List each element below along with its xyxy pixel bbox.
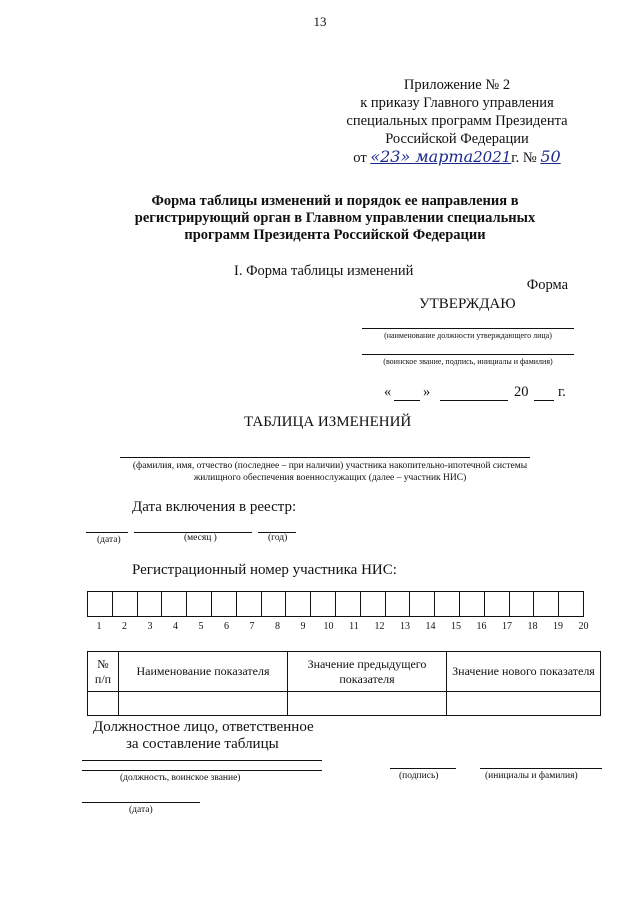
name-caption: (инициалы и фамилия)	[485, 771, 578, 781]
reg-cell	[459, 592, 484, 617]
reg-number: 3	[147, 621, 153, 632]
document-title	[100, 193, 570, 244]
changes-table	[87, 651, 601, 716]
col-new-header: Значение нового показателя	[447, 652, 601, 692]
reg-number: 15	[451, 621, 461, 632]
date-line	[82, 802, 200, 803]
table-cell	[88, 692, 119, 716]
responsible-line-top	[82, 760, 322, 761]
approver-position-line	[362, 328, 574, 329]
reg-cell	[211, 592, 236, 617]
reg-number: 12	[374, 621, 385, 632]
reg-number: 17	[502, 621, 512, 632]
appendix-line1: Приложение № 2	[403, 77, 511, 93]
handwritten-date: «23» марта	[370, 147, 474, 166]
participant-caption	[80, 460, 580, 484]
reg-number: 1	[96, 621, 102, 632]
table-cell	[119, 692, 288, 716]
title-line1: Форма таблицы изменений и порядок ее направления в	[151, 193, 519, 209]
signature-caption: (подпись)	[399, 771, 439, 781]
reg-cell	[137, 592, 162, 617]
appendix-line4: Российской Федерации	[385, 131, 529, 147]
registration-numbers	[87, 621, 597, 635]
reg-cell	[534, 592, 559, 617]
changes-table-header	[88, 652, 601, 692]
reg-number: 7	[249, 621, 255, 632]
handwritten-number: 50	[540, 147, 561, 166]
year-blank	[534, 400, 554, 401]
title-line2: регистрирующий орган в Главном управлении специальных	[134, 210, 536, 226]
registration-label: Регистрационный номер участника НИС:	[132, 562, 397, 578]
reg-cell	[410, 592, 435, 617]
year-suffix: г. №	[511, 150, 537, 166]
page-number: 13	[313, 14, 327, 29]
responsible-line2: за составление таблицы	[126, 736, 279, 752]
appendix-block	[330, 76, 584, 167]
handwritten-year: 2021	[473, 148, 512, 166]
inclusion-day-line	[86, 532, 128, 533]
approver-position-caption: (наименование должности утверждающего лица)	[384, 331, 552, 340]
inclusion-month-caption: (месяц )	[184, 533, 217, 543]
approver-signature-line	[362, 354, 574, 355]
approval-date	[384, 384, 574, 404]
reg-number: 14	[425, 621, 436, 632]
table-cell	[447, 692, 601, 716]
reg-cell	[286, 592, 311, 617]
reg-number: 16	[476, 621, 487, 632]
reg-number: 19	[553, 621, 563, 632]
appendix-line2: к приказу Главного управления	[360, 95, 554, 111]
participant-name-line	[120, 457, 530, 458]
reg-number: 18	[527, 621, 538, 632]
date-open-quote: «	[384, 384, 392, 400]
signature-line	[390, 768, 456, 769]
approve-label: УТВЕРЖДАЮ	[419, 296, 516, 312]
reg-cell	[360, 592, 385, 617]
reg-cell	[335, 592, 360, 617]
section-heading: I. Форма таблицы изменений	[234, 263, 414, 279]
reg-cell	[509, 592, 534, 617]
date-caption: (дата)	[129, 805, 153, 815]
reg-number: 4	[173, 621, 178, 632]
reg-cell	[88, 592, 113, 617]
inclusion-year-caption: (год)	[268, 533, 288, 543]
reg-cell	[311, 592, 336, 617]
table-title: ТАБЛИЦА ИЗМЕНЕНИЙ	[244, 414, 412, 430]
reg-number: 10	[323, 621, 334, 632]
reg-cell	[162, 592, 187, 617]
date-prefix: от	[353, 150, 367, 166]
month-blank	[440, 400, 508, 401]
table-cell	[288, 692, 447, 716]
position-caption: (должность, воинское звание)	[120, 773, 241, 783]
date-close-quote: »	[423, 384, 431, 400]
reg-cell	[187, 592, 212, 617]
reg-number: 8	[275, 621, 280, 632]
appendix-line3: специальных программ Президента	[346, 113, 568, 129]
reg-cell	[435, 592, 460, 617]
responsible-line1: Должностное лицо, ответственное	[93, 719, 314, 735]
name-line	[480, 768, 602, 769]
century: 20	[514, 384, 529, 400]
reg-number: 9	[300, 621, 306, 632]
reg-cell	[559, 592, 584, 617]
reg-number: 2	[122, 621, 127, 632]
col-indicator-header: Наименование показателя	[119, 652, 288, 692]
inclusion-label: Дата включения в реестр:	[132, 499, 297, 515]
day-blank	[394, 400, 420, 401]
participant-caption-line1: (фамилия, имя, отчество (последнее – при наличии) участника накопительно-ипотечной системы	[132, 461, 528, 471]
approver-signature-caption: (воинское звание, подпись, инициалы и фамилия)	[383, 357, 553, 366]
reg-number: 20	[578, 621, 589, 632]
reg-cell	[112, 592, 137, 617]
inclusion-day-caption: (дата)	[97, 535, 121, 545]
reg-cell	[236, 592, 261, 617]
position-line	[82, 770, 322, 771]
appendix-date-line	[330, 148, 584, 167]
reg-cell	[261, 592, 286, 617]
reg-number: 11	[349, 621, 359, 632]
year-suffix-approve: г.	[558, 384, 566, 400]
reg-cell	[484, 592, 509, 617]
reg-number: 13	[400, 621, 410, 632]
table-row	[88, 692, 601, 716]
reg-number: 6	[224, 621, 229, 632]
reg-number: 5	[198, 621, 204, 632]
registration-grid	[87, 591, 584, 617]
col-previous-header: Значение предыдущего показателя	[288, 652, 447, 692]
reg-cell	[385, 592, 410, 617]
col-number-header: № п/п	[88, 652, 119, 692]
participant-caption-line2: жилищного обеспечения военнослужащих (далее – участник НИС)	[193, 473, 467, 483]
title-line3: программ Президента Российской Федерации	[184, 227, 486, 243]
form-label: Форма	[526, 277, 568, 293]
